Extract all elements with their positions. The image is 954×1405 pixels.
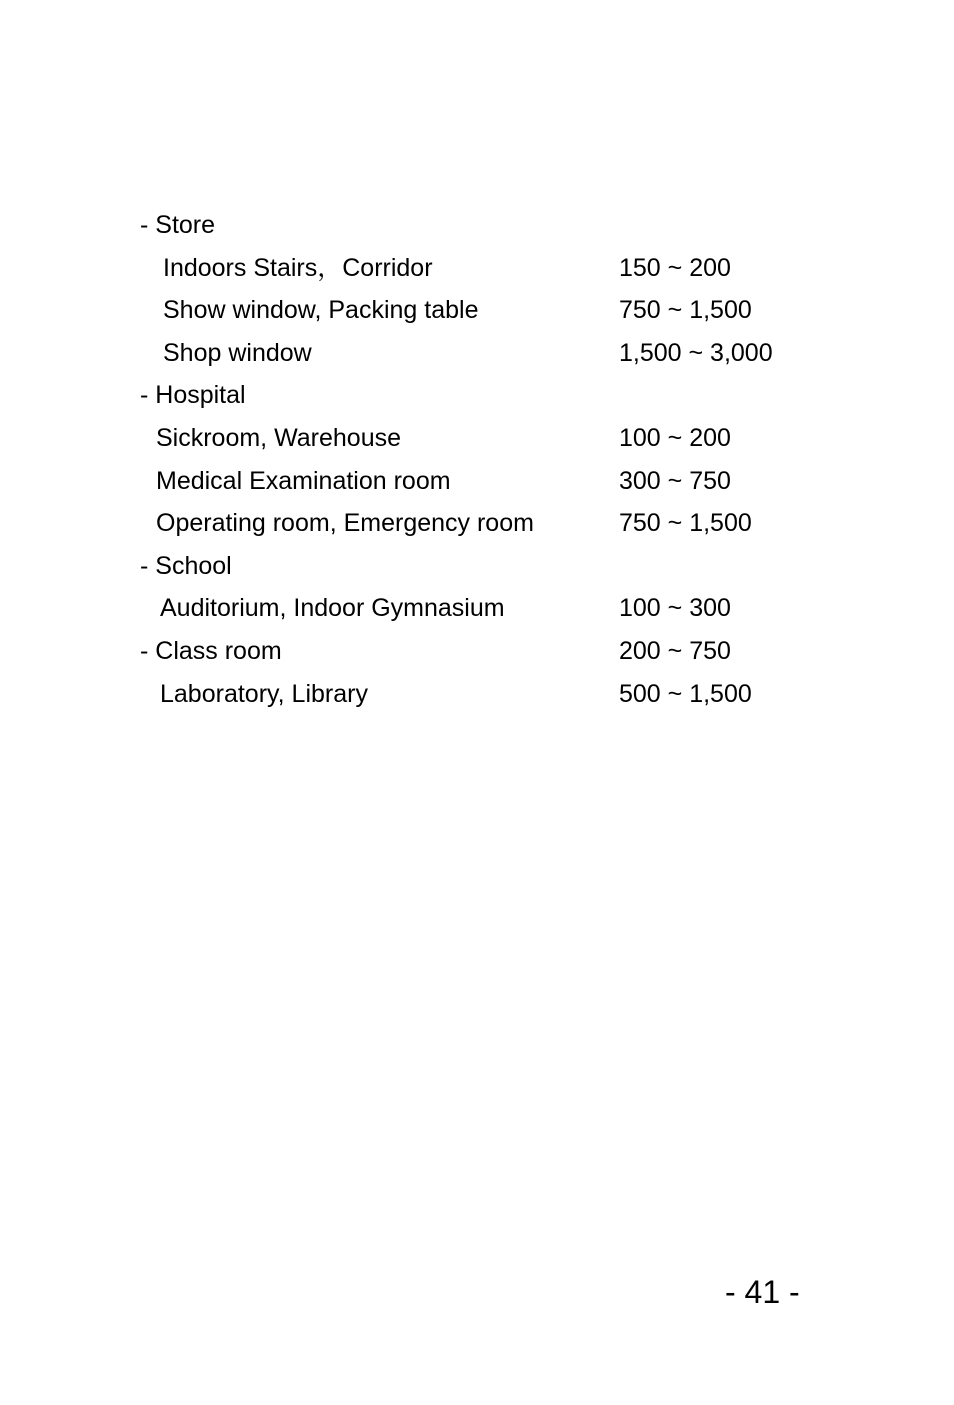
row-label: Show window, Packing table — [163, 296, 479, 325]
row-value: 1,500 ~ 3,000 — [619, 338, 773, 367]
row-label: Medical Examination room — [156, 466, 451, 495]
row-label: Shop window — [163, 338, 312, 367]
list-item — [0, 247, 954, 290]
row-label: Auditorium, Indoor Gymnasium — [160, 594, 505, 623]
row-label: - School — [140, 551, 232, 580]
section-header-store — [0, 204, 954, 247]
row-value: 750 ~ 1,500 — [619, 296, 752, 325]
list-item — [0, 460, 954, 503]
section-header-school — [0, 545, 954, 588]
row-value: 150 ~ 200 — [619, 253, 731, 282]
list-item — [0, 417, 954, 460]
list-item — [0, 289, 954, 332]
row-value: 100 ~ 300 — [619, 594, 731, 623]
list-item — [0, 502, 954, 545]
row-label: Indoors Stairs，Corridor — [163, 253, 433, 282]
row-label: - Class room — [140, 636, 282, 665]
page-number: - 41 - — [725, 1274, 800, 1310]
row-label: Operating room, Emergency room — [156, 509, 534, 538]
list-item — [0, 587, 954, 630]
section-header-hospital — [0, 374, 954, 417]
row-label: - Hospital — [140, 381, 246, 410]
row-label: Laboratory, Library — [160, 679, 368, 708]
row-value: 100 ~ 200 — [619, 423, 731, 452]
section-header-class-room — [0, 630, 954, 673]
row-value: 750 ~ 1,500 — [619, 509, 752, 538]
list-item — [0, 673, 954, 716]
row-value: 200 ~ 750 — [619, 636, 731, 665]
row-label: - Store — [140, 211, 216, 239]
row-value: 300 ~ 750 — [619, 466, 731, 495]
row-value: 500 ~ 1,500 — [619, 679, 752, 708]
list-item — [0, 332, 954, 375]
illuminance-list — [0, 204, 954, 715]
row-label: Sickroom, Warehouse — [156, 423, 401, 452]
